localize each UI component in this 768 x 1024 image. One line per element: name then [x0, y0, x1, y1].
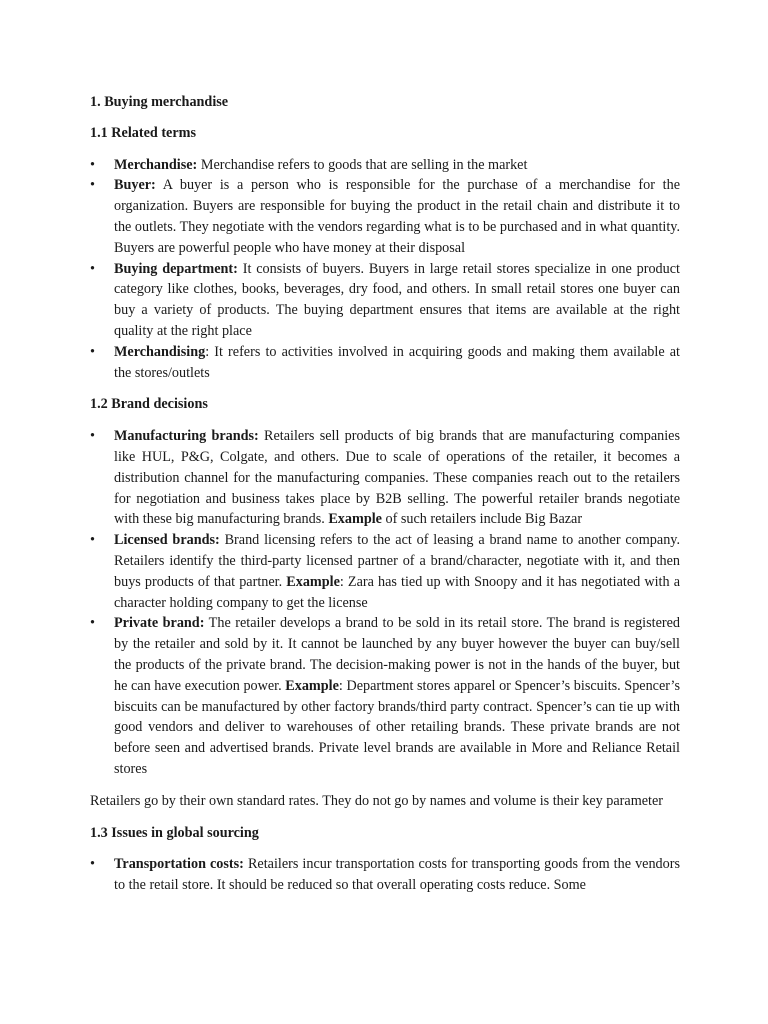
- list-item: [90, 342, 680, 384]
- closing-paragraph: Retailers go by their own standard rates. They do not go by names and volume is their key parameter: [90, 792, 663, 809]
- brand-decisions-list: [90, 426, 680, 780]
- bullet-icon: •: [90, 532, 95, 549]
- term-text: Merchandise refers to goods that are selling in the market: [197, 156, 528, 173]
- global-sourcing-list: [90, 854, 680, 896]
- list-item: [90, 155, 680, 176]
- example-label: Example: [328, 511, 382, 528]
- section-heading-brand-decisions: 1.2 Brand decisions: [90, 396, 208, 413]
- term-text: Retailers incur transportation costs for transporting goods from the vendors to the retail store. It should be reduced so that overall operating costs reduce. Some: [114, 856, 680, 894]
- term-text: Brand licensing refers to the act of leasing a brand name to another company. Retailers identify the third-party licensed partner of a brand/character, negotiate with it, and then buys products of that partner.: [114, 532, 681, 590]
- list-item: [90, 854, 680, 896]
- example-label: Example: [285, 677, 339, 694]
- example-label: Example: [286, 573, 340, 590]
- bullet-icon: •: [90, 177, 95, 194]
- term-label: Buying department:: [114, 260, 238, 277]
- main-heading: 1. Buying merchandise: [90, 94, 229, 110]
- bullet-icon: •: [90, 260, 95, 277]
- term-label: Manufacturing brands:: [114, 428, 259, 445]
- list-item: [90, 175, 680, 258]
- bullet-icon: •: [90, 428, 95, 445]
- list-item: [90, 426, 680, 530]
- term-text: Retailers sell products of big brands that are manufacturing companies like HUL, P&G, Colgate, and others. Due to scale of operations of the retailer, it becomes a distribution channel for the manufacturing companies. These companies reach out to the retailers for negotiation and business takes place by B2B selling. The powerful retailer brands negotiate with these big manufacturing brands.: [114, 428, 680, 528]
- related-terms-list: [90, 155, 680, 384]
- term-text: The retailer develops a brand to be sold in its retail store. The brand is registered by the retailer and sold by it. It cannot be launched by any buyer however the buyer can buy/sell the products of the private brand. The decision-making power is not in the hands of the buyer, but he can have execution power.: [114, 615, 680, 694]
- term-text: A buyer is a person who is responsible for the purchase of a merchandise for the organization. Buyers are responsible for buying the product in the retail chain and distribute it to the outlets. They negotiate with the vendors regarding what is to be purchased and in what quantity. Buyers are powerful people who have money at their disposal: [114, 177, 680, 256]
- example-text: : Department stores apparel or Spencer’s biscuits. Spencer’s biscuits can be manufactured by other factory brands/third party contract. Spencer’s can tie up with good vendors and deliver to warehouses of other retailing brands. These private brands are not before seen and advertised brands. Private level brands are available in More and Reliance Retail stores: [114, 677, 680, 777]
- list-item: [90, 530, 680, 613]
- term-label: Merchandise:: [114, 156, 198, 173]
- example-text: : Zara has tied up with Snoopy and it has negotiated with a character holding company to get the license: [114, 573, 680, 611]
- example-text: of such retailers include Big Bazar: [381, 511, 583, 528]
- term-label: Transportation costs:: [114, 856, 244, 873]
- bullet-icon: •: [90, 615, 95, 632]
- list-item: [90, 613, 680, 779]
- term-label: Private brand:: [114, 615, 205, 632]
- term-text: : It refers to activities involved in acquiring goods and making them available at the stores/outlets: [114, 343, 680, 381]
- section-heading-global-sourcing: 1.3 Issues in global sourcing: [90, 824, 259, 841]
- term-label: Merchandising: [114, 343, 206, 360]
- term-label: Buyer:: [114, 177, 156, 194]
- term-text: It consists of buyers. Buyers in large retail stores specialize in one product category like clothes, books, beverages, dry food, and others. In small retail stores one buyer can buy a variety of products. The buying department ensures that items are available at the right quality at the right place: [114, 260, 680, 339]
- list-item: [90, 259, 680, 342]
- bullet-icon: •: [90, 156, 95, 173]
- bullet-icon: •: [90, 343, 95, 360]
- bullet-icon: •: [90, 856, 95, 873]
- section-heading-related-terms: 1.1 Related terms: [90, 124, 196, 141]
- term-label: Licensed brands:: [114, 532, 220, 549]
